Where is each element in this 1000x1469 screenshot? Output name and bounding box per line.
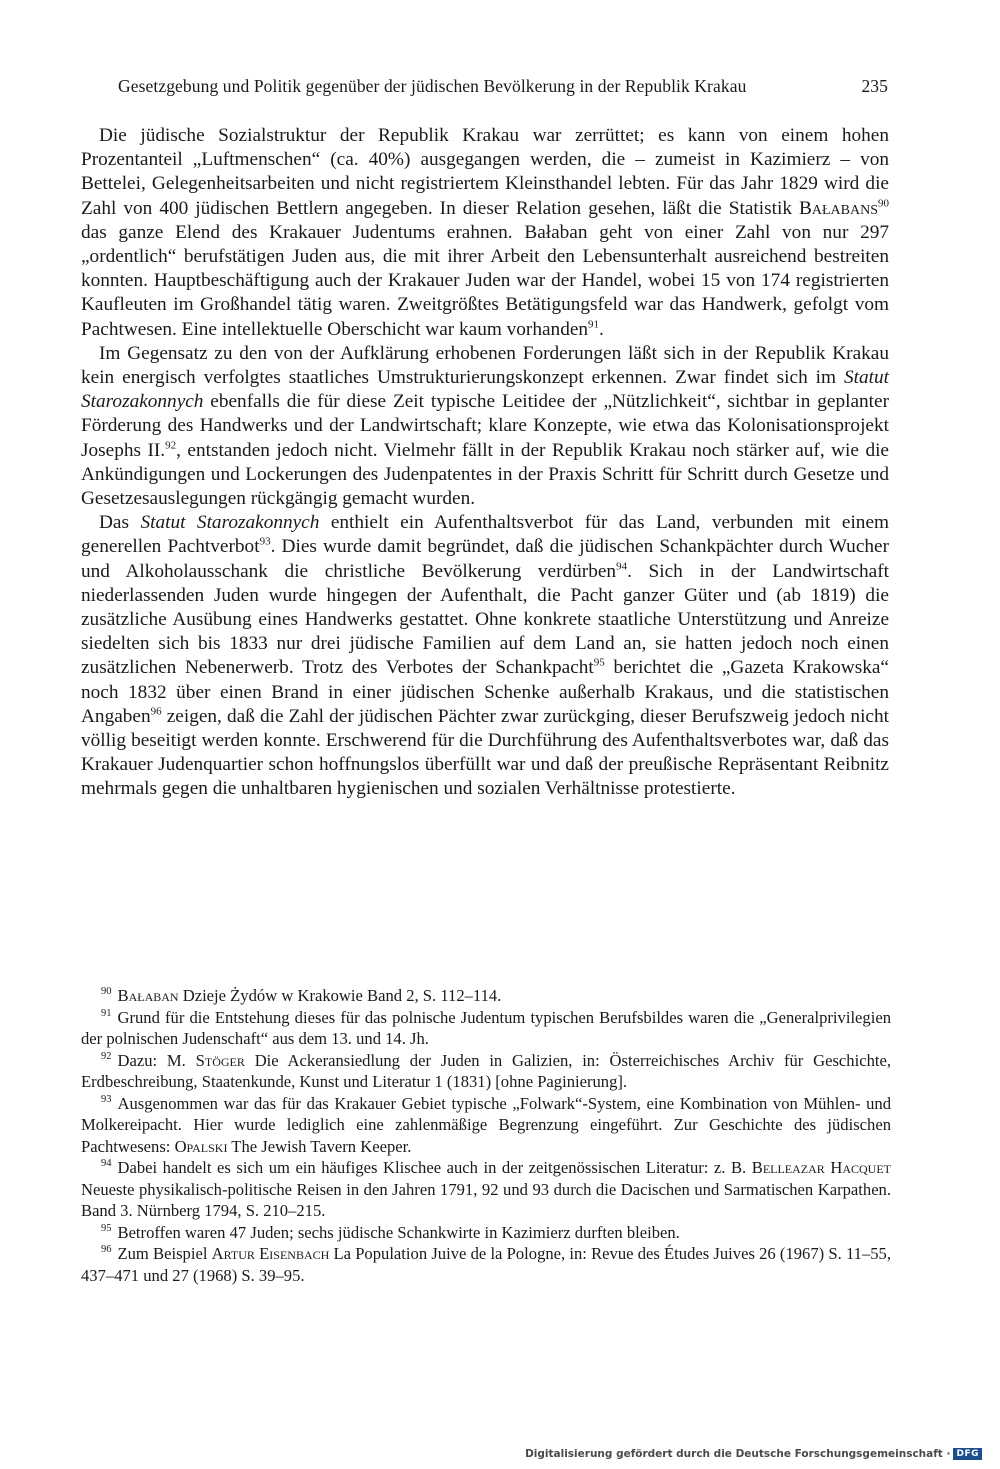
author-name: Bałabans: [799, 197, 878, 219]
footnote-ref-91[interactable]: 91: [588, 318, 600, 331]
credit-text: Digitalisierung gefördert durch die Deutsche Forschungsgemeinschaft ·: [525, 1448, 951, 1460]
footnote-92: $^{92}$ Dazu: M. Stöger Die Ackeransiedlung der Juden in Galizien, in: Österreichisches Archiv für Geschichte, Erdbeschreibung, Staatenkunde, Kunst und Literatur 1 (1831) [ohne Paginierung].: [81, 1050, 891, 1091]
page-number: 235: [861, 76, 888, 96]
footnote-number: 96: [101, 1244, 112, 1256]
running-title: Gesetzgebung und Politik gegenüber der jüdischen Bevölkerung in der Republik Krakau: [118, 76, 747, 96]
footnote-ref-95[interactable]: 95: [593, 657, 605, 670]
footnote-number: 92: [101, 1050, 112, 1062]
body-text: [81, 124, 889, 802]
footnote-93: $^{93}$ Ausgenommen war das für das Krakauer Gebiet typische „Folwark“-System, eine Kombination von Mühlen- und Molkereipacht. Hier wurde lediglich eine zahlenmäßige Begrenzung eingeführt. Zur Geschichte des jüdischen Pachtwesens: Opalski The Jewish Tavern Keeper.: [81, 1093, 891, 1156]
footnote-number: 91: [101, 1007, 112, 1019]
footnote-94: $^{94}$ Dabei handelt es sich um ein häufiges Klischee auch in der zeitgenössischen Literatur: z. B. Belleazar Hacquet Neueste physikalisch-politische Reisen in den Jahren 1791, 92 und 93 durch die Dacischen und Sarmatischen Karpathen. Band 3. Nürnberg 1794, S. 210–215.: [81, 1158, 891, 1220]
footnote-ref-96[interactable]: 96: [150, 705, 162, 718]
paragraph-2: Im Gegensatz zu den von der Aufklärung erhobenen Forderungen läßt sich in der Republik Krakau kein energisch verfolgtes staatliches Umstrukturierungskonzept erkennen. Zwar findet sich im Statut Starozakonnych ebenfalls die für diese Zeit typische Leitidee der „Nützlichkeit“, sichtbar in geplanter Förderung des Handwerks und der Landwirtschaft; klare Konzepte, wie etwa das Kolonisationsprojekt Josephs II.$^{92}$, entstanden jedoch nicht. Vielmehr fällt in der Republik Krakau noch stärker auf, wie die Ankündigungen und Lockerungen des Judenpatentes in der Praxis Schritt für Schritt durch Gesetze und Gesetzesauslegungen rückgängig gemacht wurden.: [81, 342, 889, 510]
footnote-90: $^{90}$ Bałaban Dzieje Żydów w Krakowie Band 2, S. 112–114.: [101, 986, 502, 1005]
footnote-91: $^{91}$ Grund für die Entstehung dieses für das polnische Judentum typischen Berufsbildes waren die „Generalprivilegien der polnischen Judenschaft“ aus dem 13. und 14. Jh.: [81, 1007, 891, 1048]
running-head: [118, 76, 888, 97]
footnote-number: 95: [101, 1222, 112, 1234]
digitization-credit: [525, 1448, 982, 1460]
footnote-96: $^{96}$ Zum Beispiel Artur Eisenbach La Population Juive de la Pologne, in: Revue des Études Juives 26 (1967) S. 11–55, 437–471 und 27 (1968) S. 39–95.: [81, 1244, 891, 1285]
dfg-logo: DFG: [953, 1448, 982, 1460]
footnote-ref-93[interactable]: 93: [259, 536, 271, 549]
footnote-number: 94: [101, 1158, 112, 1170]
author-name: Bałaban: [117, 986, 179, 1005]
author-name: Belleazar Hacquet: [751, 1158, 891, 1177]
statute-title: Statut Starozakonnych: [81, 367, 889, 413]
footnotes: [81, 985, 891, 1286]
paragraph-1: Die jüdische Sozialstruktur der Republik Krakau war zerrüttet; es kann von einem hohen Prozentanteil „Luftmenschen“ (ca. 40%) ausgegangen werden, die – zumeist in Kazimierz – von Bettelei, Gelegenheitsarbeiten und nicht registriertem Kleinsthandel lebten. Für das Jahr 1829 wird die Zahl von 400 jüdischen Bettlern angegeben. In dieser Relation gesehen, läßt die Statistik Bałabans$^{90}$ das ganze Elend des Krakauer Judentums erahnen. Bałaban geht von einer Zahl von nur 297 „ordentlich“ berufstätigen Juden aus, die mit ihrer Arbeit den Lebensunterhalt ausreichend bestreiten konnten. Hauptbeschäftigung auch der Krakauer Juden war der Handel, wobei 15 von 174 registrierten Kaufleuten im Großhandel tätig waren. Zweitgrößtes Betätigungsfeld war das Handwerk, gefolgt vom Pachtwesen. Eine intellektuelle Oberschicht war kaum vorhanden$^{91}$.: [81, 125, 889, 340]
footnote-ref-92[interactable]: 92: [165, 439, 177, 452]
footnote-number: 90: [101, 986, 112, 998]
author-name: Stöger: [195, 1050, 245, 1070]
author-name: Opalski: [174, 1136, 228, 1156]
footnote-ref-90[interactable]: 90: [878, 197, 889, 210]
footnote-ref-94[interactable]: 94: [616, 560, 628, 573]
paragraph-3: Das Statut Starozakonnych enthielt ein Aufenthaltsverbot für das Land, verbunden mit einem generellen Pachtverbot$^{93}$. Dies wurde damit begründet, daß die jüdischen Schankpächter durch Wucher und Alkoholausschank die christliche Bevölkerung verdürben$^{94}$. Sich in der Landwirtschaft niederlassenden Juden wurde hingegen der Aufenthalt, die Pacht ganzer Güter und (ab 1819) die zusätzliche Ausübung eines Handwerks gestattet. Ohne konkrete staatliche Unterstützung und Anreize siedelten sich bis 1833 nur drei jüdische Familien auf dem Land an, sie hatten jedoch noch einen zusätzlichen Nebenerwerb. Trotz des Verbotes der Schankpacht$^{95}$ berichtet die „Gazeta Krakowska“ noch 1832 über einen Brand in einer jüdischen Schenke außerhalb Krakaus, und die statistischen Angaben$^{96}$ zeigen, daß die Zahl der jüdischen Pächter zwar zurückging, dieser Berufszweig jedoch nicht völlig beseitigt werden konnte. Erschwerend für die Durchführung des Aufenthaltsverbotes war, daß das Krakauer Judenquartier schon hoffnungslos überfüllt war und daß der preußische Repräsentant Reibnitz mehrmals gegen die unhaltbaren hygienischen und sozialen Verhältnisse protestierte.: [81, 512, 890, 800]
author-name: Artur Eisenbach: [211, 1244, 330, 1263]
footnote-95: $^{95}$ Betroffen waren 47 Juden; sechs jüdische Schankwirte in Kazimierz durften bleiben.: [101, 1222, 680, 1242]
statute-title: Statut Starozakonnych: [140, 512, 320, 534]
footnote-number: 93: [101, 1093, 112, 1105]
